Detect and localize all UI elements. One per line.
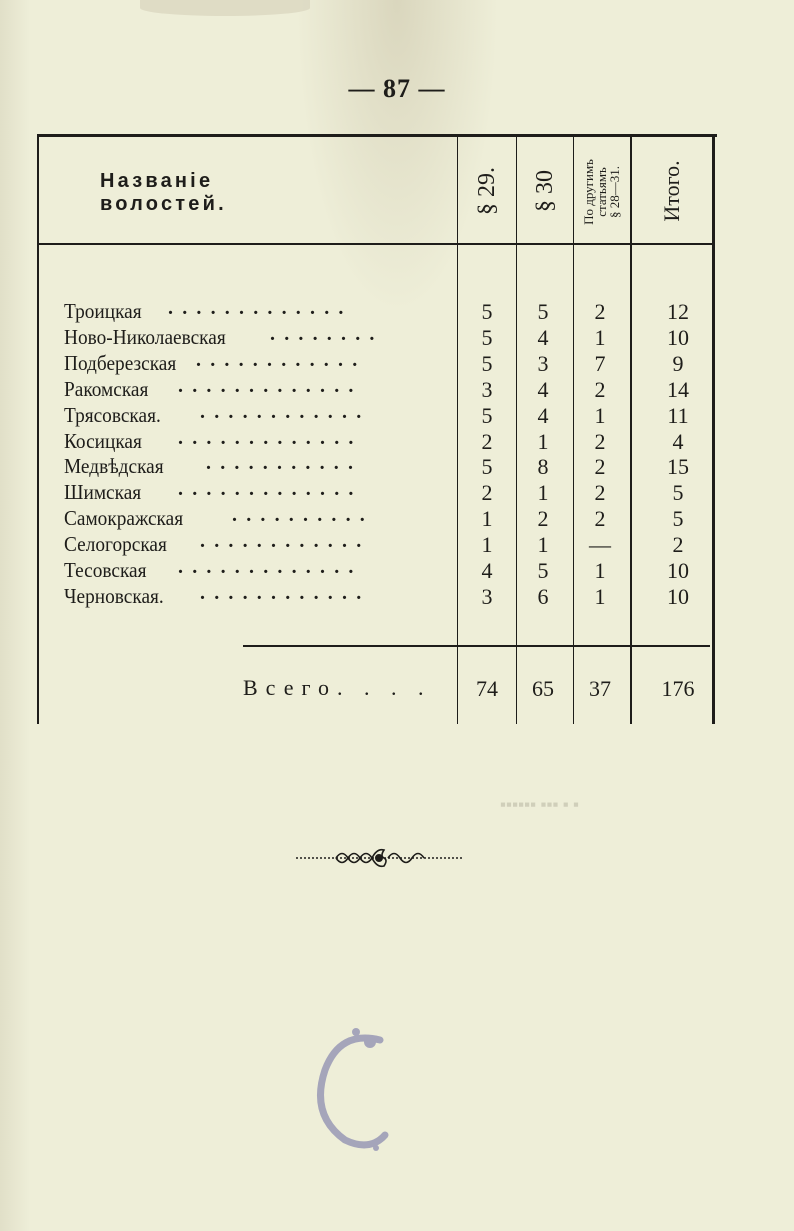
cell-v30: 6 [537,584,549,609]
cell-other: 1 [594,325,606,350]
col-header-other-line1: По другимъ [581,159,596,225]
cell-other: — [589,532,611,557]
cell-v30: 4 [537,377,549,402]
row-name: Медвѣдская [64,454,164,478]
total-rule [243,645,710,647]
cell-v29: 2 [481,429,493,454]
row-name: Косицкая [64,429,142,453]
cell-v30: 8 [537,454,549,479]
total-v30: 65 [532,676,554,701]
header-name: Названіе волостей. [100,170,227,215]
col-divider [516,134,517,724]
leader-dots: ............ [200,401,371,423]
row-name: Ново-Николаевская [64,325,226,349]
cell-v29: 5 [481,299,493,324]
cell-other: 2 [594,429,606,454]
row-name: Шимская [64,480,142,504]
cell-v29: 1 [481,532,493,557]
cell-v30: 4 [537,403,549,428]
left-border [37,134,39,724]
row-name: Трясовская. [64,403,161,427]
leader-dots: ............. [178,556,363,578]
cell-other: 1 [594,403,606,428]
col-header-30: § 30 [532,170,558,212]
cell-other: 2 [594,454,606,479]
col-divider [457,134,458,724]
leader-dots: ............ [196,349,367,371]
col-divider [630,134,632,724]
cell-v30: 2 [537,506,549,531]
cell-total: 15 [667,454,689,479]
table-top-rule [37,134,717,137]
total-other: 37 [589,676,611,701]
col-header-29: § 29. [474,167,500,215]
total-v29: 74 [476,676,498,701]
right-border [712,134,715,724]
cell-total: 10 [667,584,689,609]
cell-total: 2 [672,532,684,557]
cell-total: 5 [672,506,684,531]
row-name: Подберезская [64,351,177,375]
cell-other: 2 [594,377,606,402]
cell-v29: 3 [481,584,493,609]
cell-other: 1 [594,558,606,583]
row-name: Самокражская [64,506,184,530]
row-name: Селогорская [64,532,167,556]
cell-total: 10 [667,325,689,350]
cell-v29: 4 [481,558,493,583]
bleed-through: ▪ ▪ ▪▪▪ ▪▪▪▪▪▪ [500,795,580,814]
stamp-icon [300,1020,420,1160]
cell-v30: 1 [537,480,549,505]
cell-other: 2 [594,480,606,505]
cell-v29: 5 [481,454,493,479]
col-header-other-line2: статьямъ [594,167,609,217]
cell-v29: 3 [481,377,493,402]
leader-dots: ............. [178,478,363,500]
cell-v29: 5 [481,325,493,350]
cell-v30: 1 [537,532,549,557]
cell-total: 14 [667,377,689,402]
cell-other: 1 [594,584,606,609]
col-header-total: Итого. [659,160,684,222]
cell-v29: 5 [481,351,493,376]
cell-other: 2 [594,299,606,324]
row-name: Ракомская [64,377,149,401]
cell-total: 5 [672,480,684,505]
leader-dots: ............ [200,582,371,604]
cell-total: 4 [672,429,684,454]
row-name: Тесовская [64,558,147,582]
torn-edge [140,0,310,16]
total-sum: 176 [661,676,695,701]
cell-v30: 5 [537,558,549,583]
col-header-other [582,142,626,242]
header-bottom-rule [37,243,713,245]
leader-dots: ............ [200,530,371,552]
cell-v29: 5 [481,403,493,428]
col-divider [573,134,574,724]
leader-dots: ............. [178,375,363,397]
total-label: Всего. . . . [243,675,432,700]
cell-other: 2 [594,506,606,531]
row-name: Черновская. [64,584,164,608]
cell-total: 11 [667,403,689,428]
cell-total: 12 [667,299,689,324]
cell-total: 9 [672,351,684,376]
leader-dots: ........... [206,452,363,474]
row-name: Троицкая [64,299,142,323]
cell-total: 10 [667,558,689,583]
cell-other: 7 [594,351,606,376]
leader-dots: ........ [270,323,384,345]
col-header-other-line3: § 28—31. [607,166,622,218]
cell-v30: 4 [537,325,549,350]
cell-v30: 5 [537,299,549,324]
leader-dots: ............. [168,297,353,319]
leader-dots: ............. [178,427,363,449]
cell-v29: 2 [481,480,493,505]
page-number: — 87 — [348,74,446,103]
cell-v30: 1 [537,429,549,454]
cell-v30: 3 [537,351,549,376]
cell-v29: 1 [481,506,493,531]
ornament-divider-icon [296,846,462,870]
leader-dots: .......... [232,504,374,526]
